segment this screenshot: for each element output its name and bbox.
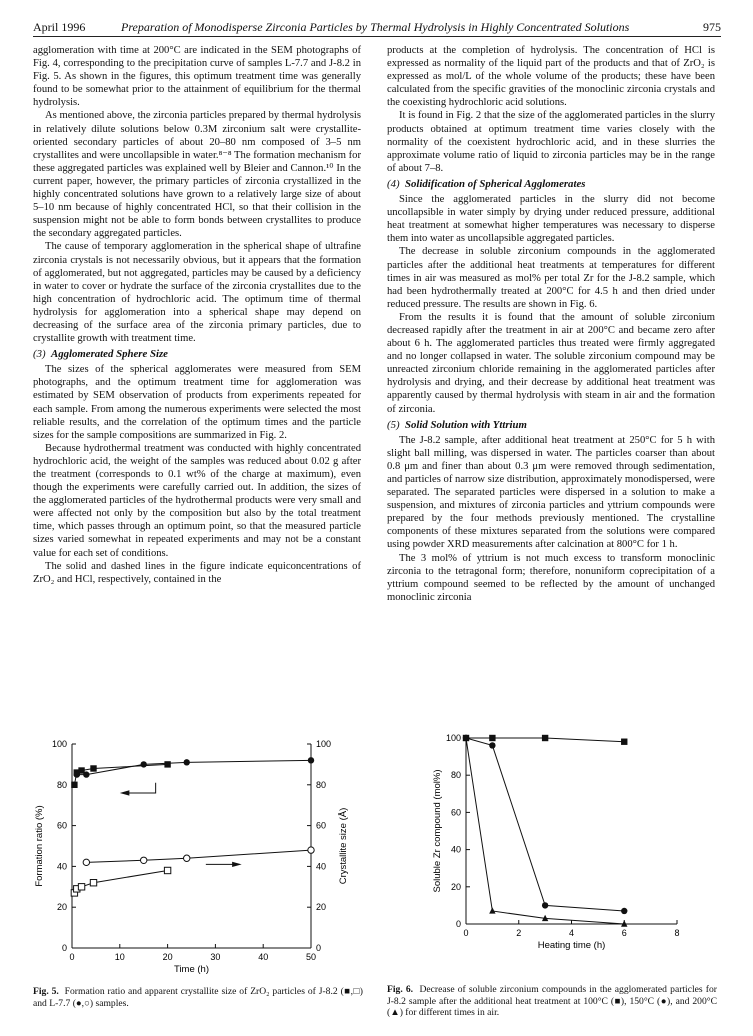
series-2-point: [83, 771, 89, 777]
left-axis-pointer-head: [120, 790, 130, 795]
page-number: 975: [703, 20, 721, 34]
y-tick-label: 60: [450, 807, 461, 818]
y-tick-label-right: 0: [316, 943, 322, 953]
y-axis-title-right: Crystallite size (Å): [338, 807, 349, 885]
series-1-point: [621, 739, 627, 745]
y-tick-label: 40: [450, 844, 461, 855]
series-1-point: [164, 761, 170, 767]
paragraph: Because hydrothermal treatment was conducted with highly concentrated hydrochloric acid, the weight of the samples was reduced about 0.02 g after the treatment (corresponds to 0.1 wt% of the charge at maximum), even though the experiments were carefully carried out. In addition, the sizes of the agglomerated particles of the hydrothermal products were very small and were affected not only by the composition but also by the total treatment time, which passes through an optimum point, so that the measured particle sizes varied somewhat in repeated experiments and may not be a constant value for each set of conditions.: [33, 442, 361, 559]
series-3-point: [308, 847, 314, 853]
y-tick-label-left: 100: [51, 739, 67, 749]
x-axis-title: Heating time (h): [537, 940, 606, 951]
paragraph: products at the completion of hydrolysis. The concentration of HCl is expressed as normality of the liquid part of the products and that of ZrO₂ is expressed as mol/L of the whole volume of the products; these have been calculated from the specific gravities of the monoclinic zirconia crystals and the coexisting hydrochloric acid solutions.: [387, 45, 715, 109]
y-axis-title-left: Formation ratio (%): [34, 805, 45, 887]
paragraph: The decrease in soluble zirconium compounds in the agglomerated particles after the additional heat treatments at temperatures for different times in air was measured as mol% per total Zr for the J-8.2 sample, which had been hydrothermally treated at 200°C for 4.5 h and then dried under reduced pressure. The results are shown in Fig. 6.: [387, 246, 715, 310]
x-tick-label: 0: [69, 952, 75, 962]
right-axis-pointer-head: [232, 862, 242, 867]
series-3-point: [184, 855, 190, 861]
series-2-line: [466, 738, 624, 911]
x-tick-label: 2: [516, 928, 522, 938]
figure-6: [410, 730, 740, 962]
paragraph: The 3 mol% of yttrium is not much excess to transform monoclinic zirconia to the tetragonal form; therefore, nonuniform coprecipitation of a yttrium compound seemed to be reflected by the amount of unchanged monoclinic zirconia: [387, 552, 715, 603]
right-column: [387, 44, 715, 604]
y-tick-label: 20: [450, 881, 461, 892]
x-tick-label: 30: [210, 952, 221, 962]
running-header: [33, 20, 721, 37]
series-2-point: [141, 761, 147, 767]
section-heading: (5) Solid Solution with Yttrium: [387, 418, 527, 431]
series-4-line: [74, 870, 167, 892]
paragraph: The J-8.2 sample, after additional heat treatment at 250°C for 5 h with slight ball milling, was dispersed in water. The particles coarser than about 0.8 μm and finer than about 0.3 μm were removed through sedimentation, and particles of narrow size distribution, approximately monodispersed, were separated. The separated particles were dispersed in a solution to make a suspension, and mixtures of zirconia particles and yttrium compounds were prepared by the four methods previously mentioned. The crystalline components of these mixtures separated from the solutions were compared using powder XRD measurements after calcination at 800°C for 1 h.: [387, 434, 715, 551]
series-2-point: [308, 757, 314, 763]
y-tick-label-right: 20: [316, 902, 327, 913]
y-tick-label: 0: [455, 919, 461, 929]
paragraph: The sizes of the spherical agglomerates were measured from SEM photographs, and the optimum treatment time for agglomeration was estimated by SEM observation of products from experiments repeated for each sample. From among the numerous experiments were selected the most reliable results, and the correlation of the optimum times and the particle sizes for the sample compositions are summarized in Fig. 2.: [33, 364, 361, 441]
x-tick-label: 10: [114, 952, 125, 962]
x-axis-title: Time (h): [173, 964, 210, 975]
x-tick-label: 50: [305, 952, 317, 962]
series-1-point: [71, 782, 77, 788]
series-4-point: [90, 880, 96, 886]
series-2-point: [489, 742, 495, 748]
series-3-line: [466, 738, 624, 924]
series-3-point: [83, 859, 89, 865]
fig6-chart: [410, 730, 740, 962]
series-2-point: [184, 759, 190, 765]
y-tick-label-right: 60: [316, 820, 327, 831]
series-1-point: [90, 765, 96, 771]
series-3-point: [141, 857, 147, 863]
y-tick-label-left: 0: [61, 943, 67, 953]
x-tick-label: 4: [568, 928, 575, 938]
y-axis-title: Soluble Zr compound (mol%): [432, 769, 443, 893]
y-tick-label: 80: [450, 770, 461, 781]
figure-5-caption: Fig. 5. Formation ratio and apparent crystallite size of ZrO₂ particles of J-8.2 (■,□) and L-7.7 (●,○) samples.: [33, 986, 363, 1009]
fig5-chart: [28, 732, 358, 982]
y-tick-label: 100: [445, 733, 461, 743]
y-tick-label-left: 20: [56, 902, 67, 913]
series-3-line: [86, 850, 311, 862]
y-tick-label-left: 80: [56, 779, 67, 790]
paragraph: agglomeration with time at 200°C are indicated in the SEM photographs of Fig. 4, corresponding to the precipitation curve of samples L-7.7 and J-8.2 in Fig. 5. As shown in the figures, this optimum treatment time was generally found to be somewhat prior to the attainment of equilibrium for the thermal hydrolysis.: [33, 45, 361, 109]
series-2-point: [542, 902, 548, 908]
paragraph: As mentioned above, the zirconia particles prepared by thermal hydrolysis in relatively dilute solutions below 0.3M zirconium salt were crystallite-oriented secondary particles of about 20–80 nm composed of 3–5 nm crystallites and were uncollapsible in water.⁸⁻⁸ The formation mechanism for these aggregated particles was explained well by Bleier and Cannon.¹⁰ In the current paper, however, the primary particles of zirconia crystallized in the highly concentrated solutions have grown to a relatively large size of about 5–10 nm because of highly concentrated HCl, so that their collision in the suspension might not be able to form bonds between crystallites to produce the secondary aggregated particles.: [33, 110, 361, 240]
series-3-point: [489, 907, 495, 913]
section-heading: (3) Agglomerated Sphere Size: [33, 348, 168, 361]
paragraph: From the results it is found that the amount of soluble zirconium decreased rapidly after the treatment in air at 200°C and became zero after about 6 h. The agglomerated particles thus treated were firmly aggregated and no longer collapsed in water. The soluble zirconium compound may be unreacted zirconium chloride remaining in the agglomerated particles after hydrolysis and drying, and their decrease by additional heat treatment was apparently caused by thermal hydrolysis with steam in air and the formation of zirconia.: [387, 311, 715, 415]
x-tick-label: 40: [258, 952, 269, 962]
paragraph: The cause of temporary agglomeration in the spherical shape of ultrafine zirconia crystals is not necessarily obvious, but it appears that the formation of agglomerated, but not aggregated, particles may be caused by a deficiency in water to cover or hydrate the surface of the zirconia crystallites due to the high concentration of hydrochloric acid. The optimum time of thermal hydrolysis for agglomeration into a spherical shape may depend on decreasing of the surface area of the zirconia primary particles, due to crystallite growth with treatment time.: [33, 241, 361, 345]
x-tick-label: 8: [674, 928, 680, 938]
y-tick-label-left: 60: [56, 820, 67, 831]
series-2-point: [74, 771, 80, 777]
paragraph: Since the agglomerated particles in the slurry did not become uncollapsible in water simply by drying under reduced pressure, additional heat treatment at somewhat higher temperatures was necessary to disperse them into water as uncollapsible aggregated particles.: [387, 194, 715, 245]
section-heading: (4) Solidification of Spherical Agglomerates: [387, 177, 586, 190]
header-title: Preparation of Monodisperse Zirconia Particles by Thermal Hydrolysis in Highly Concentrated Solutions: [121, 20, 630, 34]
header-date: April 1996: [33, 20, 86, 34]
paragraph: It is found in Fig. 2 that the size of the agglomerated particles in the slurry products obtained at optimum treatment time varies closely with the normality of the coexistent hydrochloric acid, and in these slurries the approximate volume ratio of liquid to zirconia particles may be in the range of about 7–8.: [387, 110, 715, 174]
y-tick-label-left: 40: [56, 861, 67, 872]
series-1-point: [542, 735, 548, 741]
left-column: [33, 44, 361, 586]
series-4-point: [78, 884, 84, 890]
y-tick-label-right: 80: [316, 779, 327, 790]
x-tick-label: 6: [621, 928, 627, 938]
figure-6-caption: Fig. 6. Decrease of soluble zirconium compounds in the agglomerated particles for J-8.2 sample after the additional heat treatment at 100°C (■), 150°C (●), and 200°C (▲) for different times in air.: [387, 984, 717, 1019]
figure-5: [28, 732, 358, 982]
series-4-point: [164, 867, 170, 873]
y-tick-label-right: 100: [316, 739, 332, 749]
x-tick-label: 0: [463, 928, 469, 938]
paragraph: The solid and dashed lines in the figure indicate equiconcentrations of ZrO₂ and HCl, respectively, contained in the: [33, 560, 361, 585]
y-tick-label-right: 40: [316, 861, 327, 872]
series-2-point: [621, 908, 627, 914]
x-tick-label: 20: [162, 952, 173, 962]
series-1-point: [489, 735, 495, 741]
